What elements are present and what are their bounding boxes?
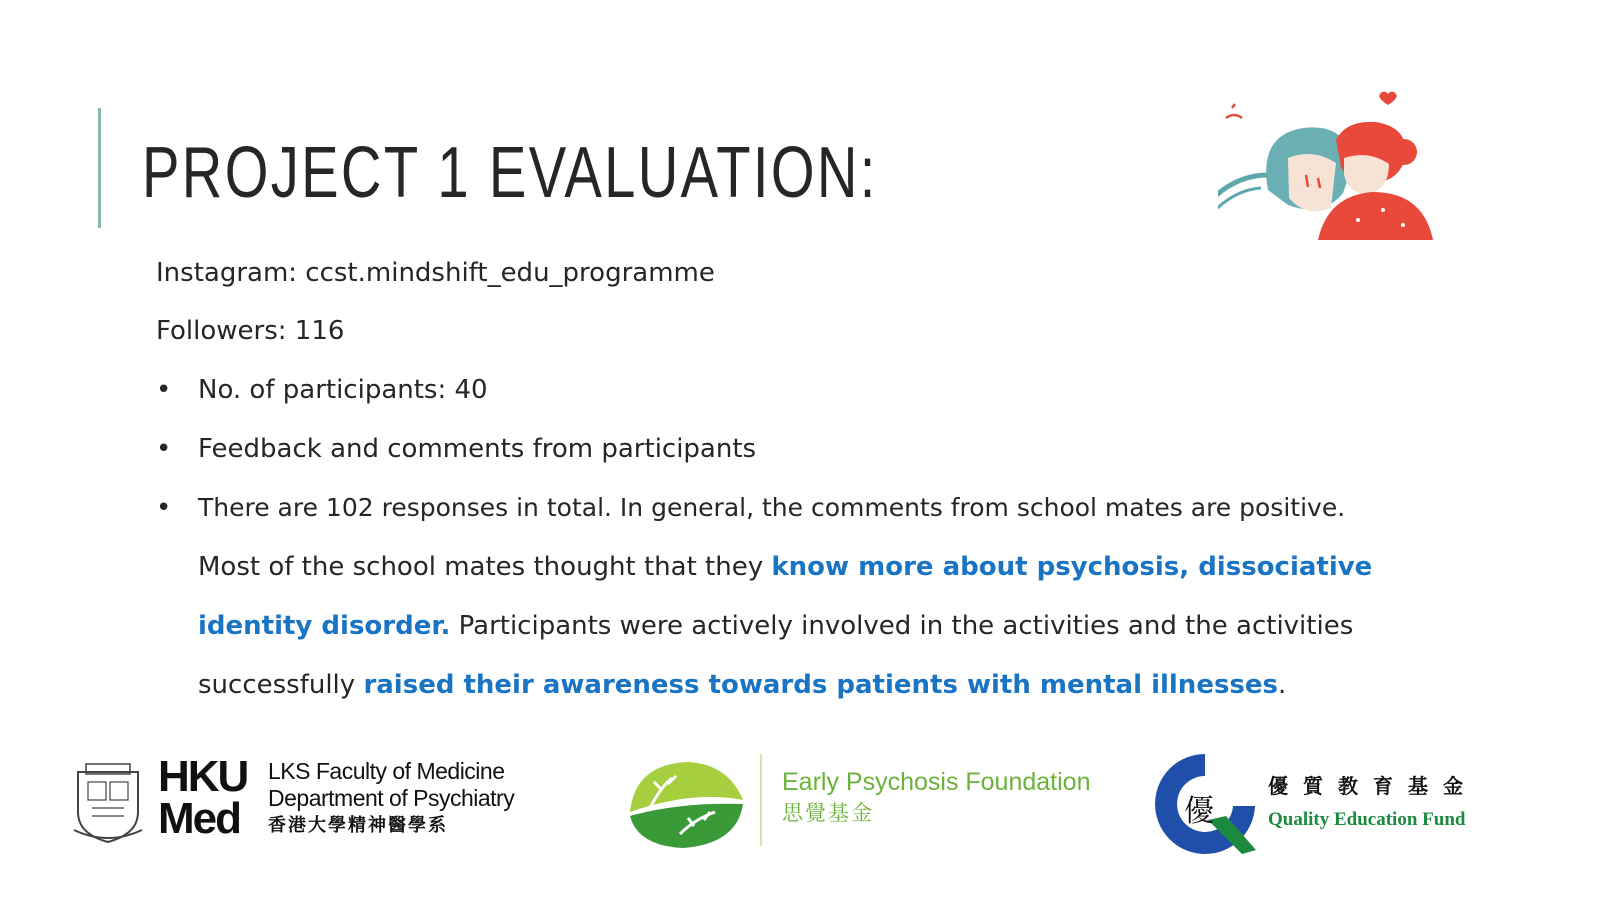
hku-department-cn: 香港大學精神醫學系	[268, 815, 448, 835]
qef-name-en: Quality Education Fund	[1268, 809, 1466, 830]
plain-text: Participants were actively involved in the activities and the activities	[450, 611, 1354, 641]
hku-department-name: Department of Psychiatry	[268, 785, 515, 811]
plain-text: Most of the school mates thought that they	[198, 552, 772, 582]
hugging-friends-illustration	[1218, 80, 1478, 250]
hku-med-logo	[158, 752, 248, 843]
sponsor-logos-footer	[0, 750, 1600, 860]
bullet-continuation-line	[198, 552, 1372, 582]
bullet-text-feedback: Feedback and comments from participants	[198, 434, 757, 464]
plain-text: successfully	[198, 670, 364, 700]
early-psychosis-foundation-logo-icon	[620, 750, 750, 850]
hku-faculty-name: LKS Faculty of Medicine	[268, 758, 505, 784]
hku-department	[268, 758, 514, 839]
bullet-continuation-line	[198, 611, 1353, 641]
bullet-text-responses: There are 102 responses in total. In general, the comments from school mates are positive.	[198, 493, 1346, 522]
highlighted-text: raised their awareness towards patients with mental illnesses	[363, 670, 1279, 700]
title-accent-bar	[98, 108, 101, 228]
slide-title: PROJECT 1 EVALUATION:	[142, 133, 878, 213]
qef-logo-character: 優	[1184, 794, 1214, 829]
bullet-text-participants: No. of participants: 40	[198, 375, 488, 405]
epf-name-en: Early Psychosis Foundation	[782, 768, 1091, 796]
highlighted-text: identity disorder.	[198, 611, 451, 641]
bullet-dot: •	[156, 493, 172, 523]
logo-divider	[760, 754, 762, 846]
hku-logo-line2: Med	[158, 794, 240, 843]
hku-crest-icon	[72, 760, 144, 846]
plain-text: .	[1278, 670, 1287, 700]
followers-count: Followers: 116	[156, 316, 345, 346]
bullet-dot: •	[156, 434, 172, 464]
quality-education-fund-logo-icon	[1150, 750, 1260, 858]
qef-name-cn: 優質教育基金	[1268, 776, 1478, 798]
instagram-handle: Instagram: ccst.mindshift_edu_programme	[156, 258, 715, 288]
bullet-continuation-line	[198, 670, 1286, 700]
highlighted-text: know more about psychosis, dissociative	[771, 552, 1373, 582]
qef-name	[1268, 770, 1478, 831]
bullet-dot: •	[156, 375, 172, 405]
epf-name	[782, 768, 1090, 827]
hku-logo-line1: HKU	[158, 752, 248, 801]
epf-name-cn: 思覺基金	[782, 802, 874, 825]
